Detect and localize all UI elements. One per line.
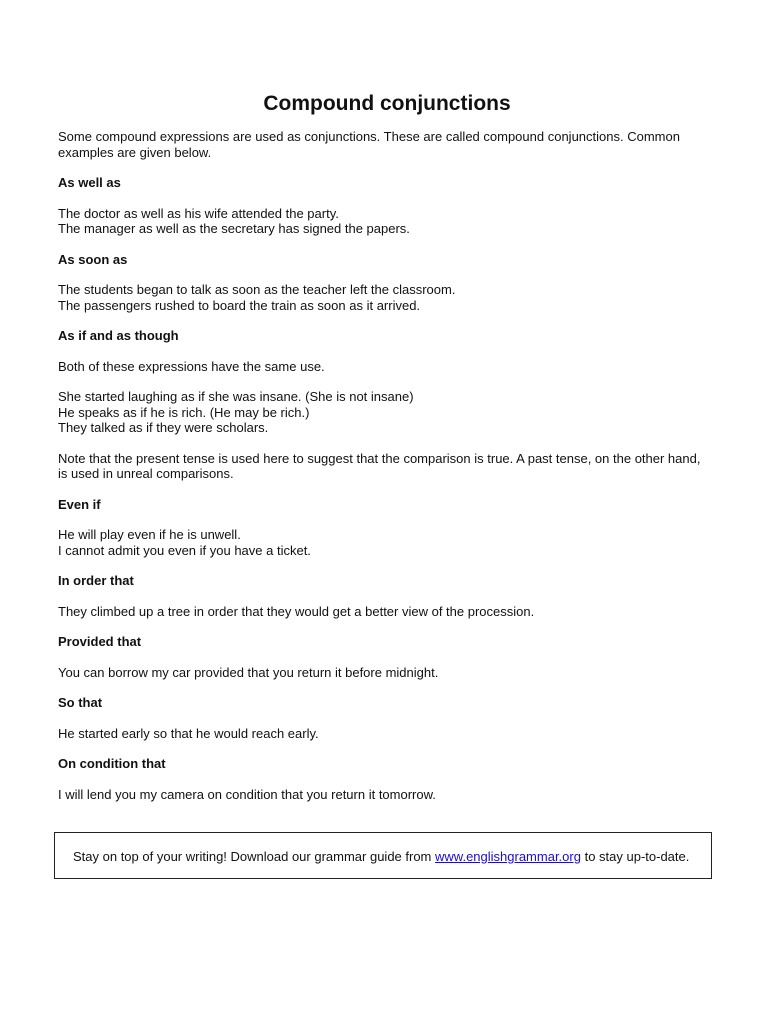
example-list-as-if xyxy=(58,389,710,436)
section-heading-as-if: As if and as though xyxy=(58,328,179,343)
intro-paragraph: Some compound expressions are used as conjunctions. These are called compound conjunctions. Common examples are given below. xyxy=(58,129,680,160)
example-list-in-order-that xyxy=(58,604,710,620)
section-heading-on-condition-that: On condition that xyxy=(58,756,166,771)
example-list-as-soon-as xyxy=(58,282,710,313)
section-heading-in-order-that: In order that xyxy=(58,573,134,588)
promo-text-before: Stay on top of your writing! Download our grammar guide from xyxy=(73,849,436,864)
example-list-on-condition-that xyxy=(58,787,710,803)
section-intro-as-if: Both of these expressions have the same use. xyxy=(58,358,325,374)
promo-text xyxy=(73,849,689,865)
section-heading-as-well-as: As well as xyxy=(58,175,121,190)
example-sentence: She started laughing as if she was insane. (She is not insane) xyxy=(58,389,414,404)
example-sentence: They climbed up a tree in order that they would get a better view of the procession. xyxy=(58,603,535,619)
page-title: Compound conjunctions xyxy=(263,92,511,115)
section-heading-so-that: So that xyxy=(58,695,103,710)
section-heading-provided-that: Provided that xyxy=(58,634,142,649)
note-paragraph: Note that the present tense is used here to suggest that the comparison is true. A past tense, on the other hand, is used in unreal comparisons. xyxy=(58,450,701,481)
example-sentence: He speaks as if he is rich. (He may be rich.) xyxy=(58,404,310,420)
example-sentence: The students began to talk as soon as the teacher left the classroom. xyxy=(58,282,456,297)
example-sentence: I will lend you my camera on condition that you return it tomorrow. xyxy=(58,786,436,802)
example-sentence: He will play even if he is unwell. xyxy=(58,527,241,542)
example-sentence: The passengers rushed to board the train as soon as it arrived. xyxy=(58,297,421,313)
example-list-so-that xyxy=(58,726,710,742)
example-list-provided-that xyxy=(58,665,710,681)
example-list-as-well-as xyxy=(58,206,710,237)
grammar-guide-link[interactable]: www.englishgrammar.org xyxy=(435,849,581,864)
example-sentence: The doctor as well as his wife attended the party. xyxy=(58,205,339,221)
document-page xyxy=(58,91,710,802)
example-sentence: He started early so that he would reach early. xyxy=(58,725,319,741)
example-sentence: The manager as well as the secretary has signed the papers. xyxy=(58,221,410,236)
section-heading-as-soon-as: As soon as xyxy=(58,251,128,267)
promo-text-after: to stay up-to-date. xyxy=(580,849,690,864)
example-list-even-if xyxy=(58,527,710,558)
promo-box xyxy=(54,832,712,879)
example-sentence: You can borrow my car provided that you return it before midnight. xyxy=(58,664,439,680)
section-heading-even-if: Even if xyxy=(58,496,101,512)
example-sentence: I cannot admit you even if you have a ticket. xyxy=(58,542,311,558)
example-sentence: They talked as if they were scholars. xyxy=(58,420,269,435)
